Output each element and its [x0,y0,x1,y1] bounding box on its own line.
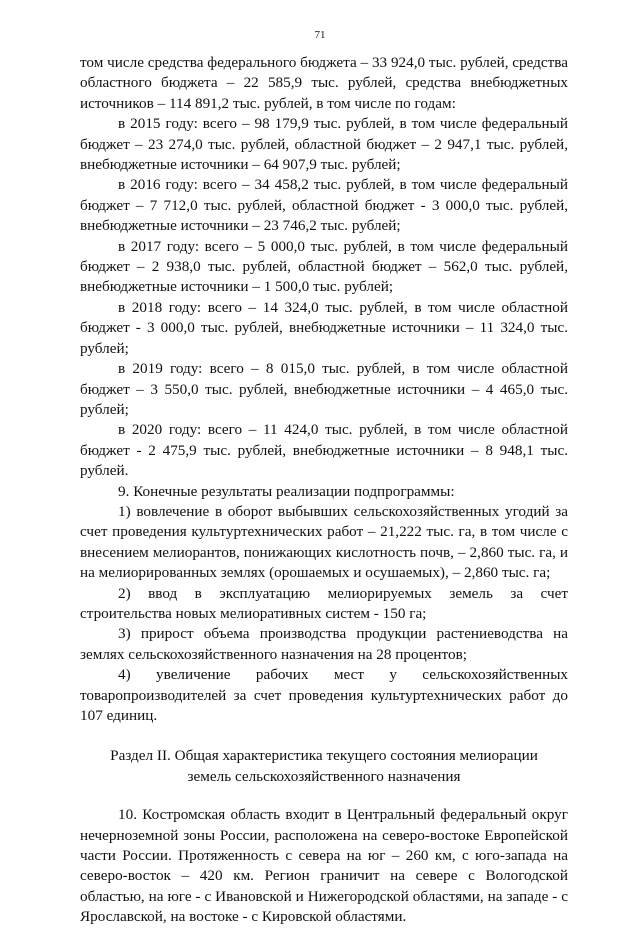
result-item-2: 2) ввод в эксплуатацию мелиорируемых земель за счет строительства новых мелиоративных систем - 150 га; [80,584,568,622]
page-number: 71 [314,29,326,41]
document-body [80,53,568,928]
result-item-1: 1) вовлечение в оборот выбывших сельскохозяйственных угодий за счет проведения культуртехнических работ – 21,222 тыс. га, в том числе с внесением мелиорантов, понижающих кислотность почв, – 2,860 тыс. га, и на мелиорированных землях (орошаемых и осушаемых), – 2,860 тыс. га; [80,502,568,582]
region-description-paragraph: 10. Костромская область входит в Центральный федеральный округ нечерноземной зоны России, расположена на северо-востоке Европейской части России. Протяженность с севера на юг – 260 км, с юго-запада на северо-восток – 420 км. Регион граничит на севере с Вологодской областью, на юге - с Ивановской и Нижегородской областями, на западе - с Ярославской, на востоке - с Кировской областями. [80,806,568,926]
result-item-3: 3) прирост объема производства продукции растениеводства на землях сельскохозяйственного назначения на 28 процентов; [80,625,568,663]
funding-2018-paragraph: в 2018 году: всего – 14 324,0 тыс. рублей, в том числе областной бюджет - 3 000,0 тыс. рублей, внебюджетные источники – 11 324,0 тыс. рублей; [80,298,568,357]
funding-summary-paragraph: том числе средства федерального бюджета – 33 924,0 тыс. рублей, средства областного бюджета – 22 585,9 тыс. рублей, средства внебюджетных источников – 114 891,2 тыс. рублей, в том числе по годам: [80,54,568,112]
funding-2016-paragraph: в 2016 году: всего – 34 458,2 тыс. рублей, в том числе федеральный бюджет – 7 712,0 тыс. рублей, областной бюджет - 3 000,0 тыс. рублей, внебюджетные источники – 23 746,2 тыс. рублей; [80,176,568,235]
funding-2020-paragraph: в 2020 году: всего – 11 424,0 тыс. рублей, в том числе областной бюджет - 2 475,9 тыс. рублей, внебюджетные источники – 8 948,1 тыс. рублей. [80,421,568,480]
section-heading: Раздел II. Общая характеристика текущего состояния мелиорации земель сельскохозяйственного назначения [110,747,538,785]
funding-2015-paragraph: в 2015 году: всего – 98 179,9 тыс. рублей, в том числе федеральный бюджет – 23 274,0 тыс. рублей, областной бюджет – 2 947,1 тыс. рублей, внебюджетные источники – 64 907,9 тыс. рублей; [80,115,568,174]
funding-2019-paragraph: в 2019 году: всего – 8 015,0 тыс. рублей, в том числе областной бюджет – 3 550,0 тыс. рублей, внебюджетные источники – 4 465,0 тыс. рублей; [80,360,568,418]
results-intro-paragraph: 9. Конечные результаты реализации подпрограммы: [118,482,455,500]
result-item-4: 4) увеличение рабочих мест у сельскохозяйственных товаропроизводителей за счет проведения культуртехнических работ до 107 единиц. [80,666,568,724]
funding-2017-paragraph: в 2017 году: всего – 5 000,0 тыс. рублей, в том числе федеральный бюджет – 2 938,0 тыс. рублей, областной бюджет – 562,0 тыс. рублей, внебюджетные источники – 1 500,0 тыс. рублей; [80,237,568,296]
